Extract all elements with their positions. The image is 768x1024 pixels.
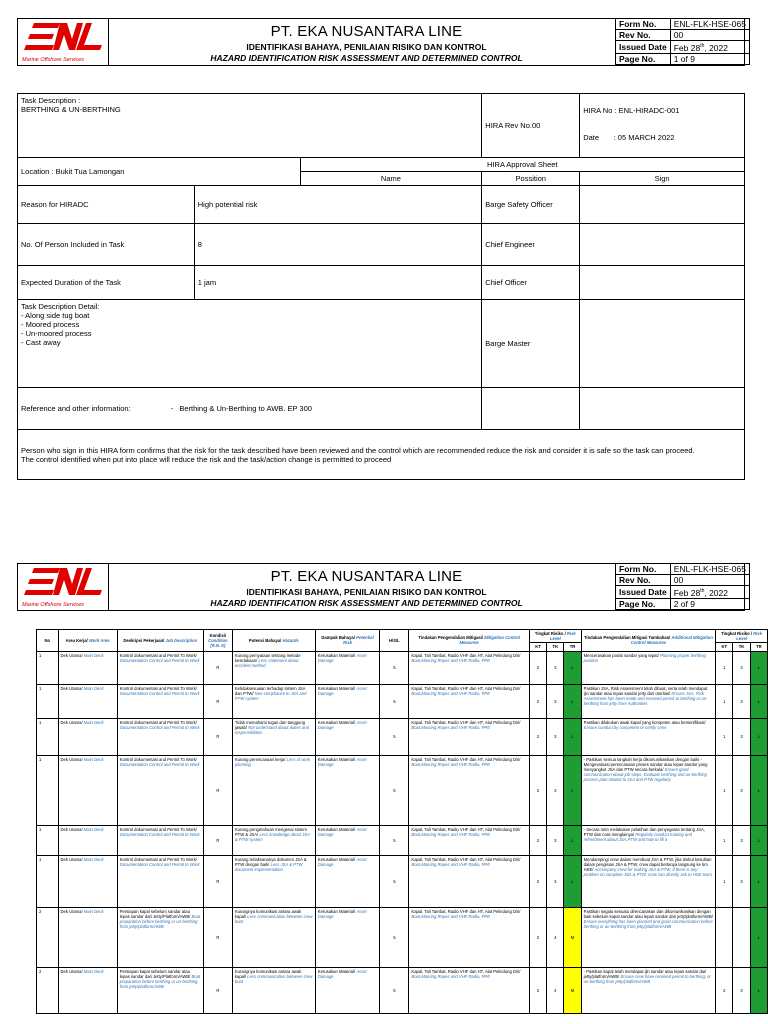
cell-hsl: 5 <box>380 855 409 907</box>
cell-kt: 2 <box>529 684 546 718</box>
table-row <box>37 755 768 825</box>
cell-tk2: 3 <box>733 755 750 825</box>
table-row <box>37 855 768 907</box>
cell-area: Dek Utama/ Main Deck <box>58 651 117 684</box>
cell-tk2 <box>733 907 750 967</box>
cell-hsl: 5 <box>380 651 409 684</box>
issued-label: Issued Date <box>616 41 671 54</box>
cell-hsl: 5 <box>380 718 409 755</box>
form-no-value: ENL-FLK-HSE-065 <box>670 19 749 30</box>
cell-kt: 2 <box>529 907 546 967</box>
cell-cond: R <box>203 755 232 825</box>
title-area <box>108 19 625 65</box>
logo-tagline: Marine Offshore Services <box>22 57 85 63</box>
cell-mit: Kapal, Tali Tambat, Radio VHF dan HT, Alat Pelindung Diri/ Boat,Mooring Ropes and VHF Radio, PPE <box>409 855 530 907</box>
subtitle-id: IDENTIFIKASI BAHAYA, PENILAIAN RISIKO DAN KONTROL <box>246 42 487 52</box>
cell-area: Dek Utama/ Main Deck <box>58 825 117 855</box>
page-value: 2 of 9 <box>670 598 749 609</box>
cell-mit: Kapal, Tali Tambat, Radio VHF dan HT, Alat Pelindung Diri/ Boat,Mooring Ropes and VHF Radio, PPE <box>409 907 530 967</box>
cell-tk: 4 <box>547 907 564 967</box>
duration-value: 1 jam <box>194 266 482 300</box>
approval-title: HIRA Approval Sheet <box>300 158 744 172</box>
cell-tr: L <box>564 755 581 825</box>
rev-no-value: 00 <box>670 30 749 41</box>
cell-desc: Persiapan kapal sebelum sandar atau lepas sandar dari Jetty/Platform/AWB/ Boat preparation before berthing or un-berthing from jetty/platform/AWB <box>117 967 203 1013</box>
doc-meta-table: Form No. ENL-FLK-HSE-065 Rev No. 00 Issued Date Feb 28th, 2022 Page No. 2 of 9 <box>615 563 750 610</box>
cell-tk: 4 <box>547 967 564 1013</box>
cell-tk: 3 <box>547 755 564 825</box>
cell-tk: 3 <box>547 825 564 855</box>
cell-tr2: L <box>750 651 767 684</box>
sign-4 <box>580 300 745 388</box>
cell-add: Pastikan dilakukan awak kapal yang kompeten atau bersertifikasi/ Ensure conduct by competent or certify crew <box>581 718 716 755</box>
cell-kt: 2 <box>529 967 546 1013</box>
subtitle-en: HAZARD IDENTIFICATION RISK ASSESSMENT AND DETERMINED CONTROL <box>210 598 523 608</box>
cell-no: 1 <box>37 825 59 855</box>
cell-tr2: L <box>750 755 767 825</box>
cell-kt: 2 <box>529 718 546 755</box>
cell-mit: Kapal, Tali Tambat, Radio VHF dan HT, Alat Pelindung Diri/ Boat,Mooring Ropes and VHF Radio, PPE <box>409 684 530 718</box>
cell-tr: M <box>564 967 581 1013</box>
cell-no: 1 <box>37 718 59 755</box>
cell-kt2: 1 <box>716 718 733 755</box>
cell-hsl: 5 <box>380 825 409 855</box>
cell-kt2: 2 <box>716 967 733 1013</box>
cell-tk2: 3 <box>733 967 750 1013</box>
subtitle-id: IDENTIFIKASI BAHAYA, PENILAIAN RISIKO DAN KONTROL <box>246 587 487 597</box>
enl-logo-icon <box>20 21 108 57</box>
cell-kt: 2 <box>529 755 546 825</box>
position-1: Barge Safety Officer <box>482 186 580 224</box>
position-2: Chief Engineer <box>482 224 580 266</box>
table-row <box>37 651 768 684</box>
task-description-cell: Task Description : BERTHING & UN-BERTHING <box>18 94 482 158</box>
cell-hazard: Kurang terlaksananya dokumen JSA & PTW dengan baik/ Less JSA & PTW document implementation <box>232 855 315 907</box>
cell-hazard: Kurang pengetahuan mengenai sistem PTW & JSA/ Less knowledge about JSA & PTW system <box>232 825 315 855</box>
cell-kt2: 1 <box>716 651 733 684</box>
cell-hsl: 5 <box>380 907 409 967</box>
cell-tr2: L <box>750 967 767 1013</box>
persons-label: No. Of Person Included in Task <box>18 224 195 266</box>
cell-hazard: Kurang perencanaan kerja/ Less of work planning <box>232 755 315 825</box>
task-detail: Task Description Detail: - Along side tug boat - Moored process - Un-moored process - Cast away <box>18 300 482 388</box>
cell-tr: M <box>564 907 581 967</box>
cell-add: - Secara rutin melakukan pelatihan dan penyegaran tentang JSA, PTW dan cara menglainya/ Regularly conduct training and refreshment about JSA,PTW and how to fill it <box>581 825 716 855</box>
duration-label: Expected Duration of the Task <box>18 266 195 300</box>
page-label: Page No. <box>616 53 671 64</box>
cell-hazard: Kurang pemyataan tentang metode keselakaan/ Less statement about occident method <box>232 651 315 684</box>
position-4: Barge Master <box>482 300 580 388</box>
cell-hsl: 5 <box>380 684 409 718</box>
hira-no: HIRA No : ENL-HIRADC-001 <box>583 106 680 115</box>
reference-value: Berthing & Un-Berthing to AWB. EP 300 <box>179 404 312 413</box>
cell-tk: 3 <box>547 651 564 684</box>
table-header-row: No Area Kerja/ Work Area Deskripsi Pekerjaan/ Job Description Kondisi/ Condition (R.N. E) Potensi Bahaya/ Hazards Dampak Bahaya/ Potential Risk H/S/L Tindakan Pengendalian Mitigasi/ Mitigation Control Measures Tingkat Risiko / Risk Level Tindakan Pengendalian Mitigasi Tambahan/ Additional Mitigation Control Measures Tingkat Risiko / Risk Level <box>37 630 768 643</box>
cell-tk2: 3 <box>733 684 750 718</box>
cell-impact: Kerusakan Material/ Asset Damage <box>315 684 380 718</box>
cell-impact: Kerusakan Material/ Asset Damage <box>315 907 380 967</box>
cell-mit: Kapal, Tali Tambat, Radio VHF dan HT, Alat Pelindung Diri/ Boat,Mooring Ropes and VHF Radio, PPE <box>409 651 530 684</box>
company-name: PT. EKA NUSANTARA LINE <box>270 23 463 40</box>
cell-hazard: Kurangnya komunikasi antara awak kapal/ Less communication between crew boat <box>232 967 315 1013</box>
hira-date: Date : 05 MARCH 2022 <box>583 133 675 142</box>
cell-desc: Kontrol dokumentasi and Permit To Work/ Documentation Control and Permit to Work <box>117 855 203 907</box>
cell-tk2: 3 <box>733 855 750 907</box>
cell-area: Dek Utama/ Main Deck <box>58 967 117 1013</box>
cell-desc: Kontrol dokumentasi and Permit To Work/ Documentation Control and Permit to Work <box>117 825 203 855</box>
cell-kt2: 1 <box>716 825 733 855</box>
logo-tagline: Marine Offshore Services <box>22 602 85 608</box>
sign-1 <box>580 186 745 224</box>
cell-impact: Kerusakan Material/ Asset Damage <box>315 755 380 825</box>
cell-kt2: 1 <box>716 755 733 825</box>
cell-hazard: Kurangnya komunikasi antara awak kapal/ Less communication between crew boat <box>232 907 315 967</box>
doc-meta-table <box>615 18 750 65</box>
cell-add: Mendampingi crew dalam membuat JSA & PTW, jika timbul kesulitan dalam pengisian JSA & PTW, crew dapat bertanya langsung ke tim HSE/ Accompany crew for making JSA & PTW, if there is any problem on complete JSA & PTW, crew can directly ask to HSE team <box>581 855 716 907</box>
cell-mit: Kapal, Tali Tambat, Radio VHF dan HT, Alat Pelindung Diri/ Boat,Mooring Ropes and VHF Radio, PPE <box>409 718 530 755</box>
cell-no: 1 <box>37 651 59 684</box>
table-row <box>37 825 768 855</box>
cell-desc: Kontrol dokumentasi and Permit To Work/ Documentation Control and Permit to Work <box>117 651 203 684</box>
cell-impact: Kerusakan Material/ Asset Damage <box>315 855 380 907</box>
page2-header <box>17 563 745 611</box>
cell-desc: Kontrol dokumentasi and Permit To Work/ Documentation Control and Permit to Work <box>117 684 203 718</box>
cell-hazard: Tidak memahami tugas dan tanggung jawab/ Not understand about duties and responsibilities <box>232 718 315 755</box>
cell-tk: 3 <box>547 684 564 718</box>
cell-hsl: 5 <box>380 755 409 825</box>
form-no-label: Form No. <box>616 19 671 30</box>
cell-tr: L <box>564 718 581 755</box>
cell-tr2: L <box>750 684 767 718</box>
table-row <box>37 684 768 718</box>
cell-cond: R <box>203 651 232 684</box>
col-name: Name <box>300 172 482 186</box>
cell-tr: L <box>564 684 581 718</box>
cell-cond: R <box>203 684 232 718</box>
cell-area: Dek Utama/ Main Deck <box>58 907 117 967</box>
cell-hsl: 5 <box>380 967 409 1013</box>
cell-tr2: L <box>750 855 767 907</box>
cell-kt2 <box>716 907 733 967</box>
cell-desc: Kontrol dokumentasi and Permit To Work/ Documentation Control and Permit to Work <box>117 755 203 825</box>
cell-desc: Persiapan kapal sebelum sandar atau lepas sandar dari Jetty/Platform/AWB/ Boat preparation before berthing or un-berthing from jetty/platform/AWB <box>117 907 203 967</box>
company-logo <box>18 564 109 610</box>
cell-kt: 2 <box>529 855 546 907</box>
table-row <box>37 967 768 1013</box>
cell-add: - Pastikan semua langkah kerja dikomunikasikan dengan baik/ - Mengevaluasi perencanaan proses sandar atau lepas sandar yang menyangkut JSA dan PTW secara berkala/ Ensure good communication about job steps. Evaluate berthing and un-berthing process plan related to JSA and PTW regularly <box>581 755 716 825</box>
cell-add: Pastikan JSA, Risk Assessment telah dibuat, serta telah mendapat ijin sandar atau lepas sandar jetty dari otoritas/ Ensure JSA, Risk Assessment has been made and received permit to berthing or un-berthing from jetty from Authorities <box>581 684 716 718</box>
cell-area: Dek Utama/ Main Deck <box>58 855 117 907</box>
cell-tr2: L <box>750 907 767 967</box>
enl-logo-icon <box>20 566 108 602</box>
table-row <box>37 907 768 967</box>
cell-add: - Pastikan kapal telah mendapat ijin sandar atau lepas sandar dari jetty/platform/AWB/ Ensure crew have received permit to berthing, or un-berthing from jetty/platform/AWB <box>581 967 716 1013</box>
task-description-value: BERTHING & UN-BERTHING <box>21 105 121 114</box>
location: Location : Bukit Tua Lamongan <box>18 158 301 186</box>
risk-assessment-table: No Area Kerja/ Work Area Deskripsi Pekerjaan/ Job Description Kondisi/ Condition (R.N. E) Potensi Bahaya/ Hazards Dampak Bahaya/ Potential Risk H/S/L Tindakan Pengendalian Mitigasi/ Mitigation Control Measures Tingkat Risiko / Risk Level Tindakan Pengendalian Mitigasi Tambahan/ Additional Mitigation Control Measures Tingkat Risiko / Risk Level KT TK TR KT TK TR 1 Dek Utama/ Main Deck Kontrol dokumentasi and Permit To Work/ Documentation Control and Permit to Work R Kurang pemyataan tentang metode keselakaan/ Less statement about occident method Kerusakan Material/ Asset Damage 5 Kapal, Tali Tambat, Radio VHF dan HT, Alat Pelindung Diri/ Boat,Mooring Ropes and VHF Radio, PPE 2 3 L Mencerasakan posisi sandar yang tepat/ Planning proper berthing position 1 3 L 1 Dek Utama/ Main Deck Kontrol dokumentasi and Permit To Work/ Documentation Control and Permit to Work R Ketidaksesuaian terhadap sistem JSA dan PTW/ Non-compliance to JSA and PTW system Kerusakan Material/ Asset Damage 5 Kapal, Tali Tambat, Radio VHF dan HT, Alat Pelindung Diri/ Boat,Mooring Ropes and VHF Radio, PPE 2 3 L Pastikan JSA, Risk Assessment telah dibuat, serta telah mendapat ijin sandar atau lepas sandar jetty dari otoritas/ Ensure JSA, Risk Assessment has been made and received permit to berthing or un-berthing from jetty from Authorities 1 3 L 1 Dek Utama/ Main Deck Kontrol dokumentasi and Permit To Work/ Documentation Control and Permit to Work R Tidak memahami tugas dan tanggung jawab/ Not understand about duties and responsibilities Kerusakan Material/ Asset Damage 5 Kapal, Tali Tambat, Radio VHF dan HT, Alat Pelindung Diri/ Boat,Mooring Ropes and VHF Radio, PPE 2 3 L Pastikan dilakukan awak kapal yang kompeten atau bersertifikasi/ Ensure conduct by competent or certify crew 1 3 L 1 Dek Utama/ Main Deck Kontrol dokumentasi and Permit To Work/ Documentation Control and Permit to Work R Kurang perencanaan kerja/ Less of work planning Kerusakan Material/ Asset Damage 5 Kapal, Tali Tambat, Radio VHF dan HT, Alat Pelindung Diri/ Boat,Mooring Ropes and VHF Radio, PPE 2 3 L - Pastikan semua langkah kerja dikomunikasikan dengan baik/ - Mengevaluasi perencanaan proses sandar atau lepas sandar yang menyangkut JSA dan PTW secara berkala/ Ensure good communication about job steps. Evaluate berthing and un-berthing process plan related to JSA and PTW regularly 1 3 L 1 Dek Utama/ Main Deck Kontrol dokumentasi and Permit To Work/ Documentation Control and Permit to Work R Kurang pengetahuan mengenai sistem PTW & JSA/ Less knowledge about JSA & PTW system Kerusakan Material/ Asset Damage 5 Kapal, Tali Tambat, Radio VHF dan HT, Alat Pelindung Diri/ Boat,Mooring Ropes and VHF Radio, PPE 2 3 L - Secara rutin melakukan pelatihan dan penyegaran tentang JSA, PTW dan cara menglainya/ Regularly conduct training and refreshment about JSA,PTW and how to fill it 1 3 L 1 Dek Utama/ Main Deck Kontrol dokumentasi and Permit To Work/ Documentation Control and Permit to Work R Kurang terlaksananya dokumen JSA & PTW dengan baik/ Less JSA & PTW document implementation Kerusakan Material/ Asset Damage 5 Kapal, Tali Tambat, Radio VHF dan HT, Alat Pelindung Diri/ Boat,Mooring Ropes and VHF Radio, PPE 2 3 L Mendampingi crew dalam membuat JSA & PTW, jika timbul kesulitan dalam pengisian JSA & PTW, crew dapat bertanya langsung ke tim HSE/ Accompany crew for making JSA & PTW, if there is any problem on complete JSA & PTW, crew can directly ask to HSE team 1 3 L 2 Dek Utama/ Main Deck Persiapan kapal sebelum sandar atau lepas sandar dari Jetty/Platform/AWB/ Boat preparation before berthing or un-berthing from jetty/platform/AWB R Kurangnya komunikasi antara awak kapal/ Less communication between crew boat Kerusakan Material/ Asset Damage 5 Kapal, Tali Tambat, Radio VHF dan HT, Alat Pelindung Diri/ Boat,Mooring Ropes and VHF Radio, PPE 2 4 M Pastikan segala sesuatu direncanakan dan dikomunikasikan dengan baik sebelum kapal sandar atau lepas sandar dari jetty/platform/AWB/ Ensure everything has been planned and good communication before berthing or un-berthing from jetty/platform/AWB L 2 Dek Utama/ Main Deck Persiapan kapal sebelum sandar atau lepas sandar dari Jetty/Platform/AWB/ Boat preparation before berthing or un-berthing from jetty/platform/AWB R Kurangnya komunikasi antara awak kapal/ Less communication between crew boat Kerusakan Material/ Asset Damage 5 Kapal, Tali Tambat, Radio VHF dan HT, Alat Pelindung Diri/ Boat,Mooring Ropes and VHF Radio, PPE 2 4 M - Pastikan kapal telah mendapat ijin sandar atau lepas sandar dari jetty/platform/AWB/ Ensure crew have received permit to berthing, or un-berthing from jetty/platform/AWB 2 3 L <box>36 629 768 1014</box>
col-sign: Sign <box>580 172 745 186</box>
company-logo <box>18 19 109 65</box>
cell-no: 1 <box>37 755 59 825</box>
reason-value: High potential risk <box>194 186 482 224</box>
cell-cond: R <box>203 855 232 907</box>
page-value: 1 of 9 <box>670 53 749 64</box>
hira-no-cell <box>580 94 745 158</box>
cell-tk: 3 <box>547 855 564 907</box>
issued-value: Feb 28th, 2022 <box>670 41 749 54</box>
cell-area: Dek Utama/ Main Deck <box>58 755 117 825</box>
cell-tk2: 3 <box>733 718 750 755</box>
cell-cond: R <box>203 907 232 967</box>
position-3: Chief Officer <box>482 266 580 300</box>
cell-impact: Kerusakan Material/ Asset Damage <box>315 651 380 684</box>
sign-2 <box>580 224 745 266</box>
cell-cond: R <box>203 967 232 1013</box>
cell-tk: 3 <box>547 718 564 755</box>
cell-kt: 2 <box>529 651 546 684</box>
reason-label: Reason for HIRADC <box>18 186 195 224</box>
cell-impact: Kerusakan Material/ Asset Damage <box>315 825 380 855</box>
cell-mit: Kapal, Tali Tambat, Radio VHF dan HT, Alat Pelindung Diri/ Boat,Mooring Ropes and VHF Radio, PPE <box>409 967 530 1013</box>
reference-label: Reference and other information: <box>21 404 131 413</box>
hira-rev: HIRA Rev No.00 <box>482 94 580 158</box>
sign-3 <box>580 266 745 300</box>
reference-cell: Reference and other information: - Berthing & Un-Berthing to AWB. EP 300 <box>18 388 482 430</box>
cell-tr2: L <box>750 718 767 755</box>
cell-area: Dek Utama/ Main Deck <box>58 684 117 718</box>
page1-header <box>17 18 745 66</box>
cell-cond: R <box>203 718 232 755</box>
cell-no: 1 <box>37 855 59 907</box>
confirmation-statement: Person who sign in this HIRA form confirms that the risk for the task described have been reviewed and the control which are recommended reduce the risk and consider it is safe so the task can proceed. The control identified when put into place will reduce the risk and the task/action change is permitted to proceed <box>18 430 745 480</box>
cell-desc: Kontrol dokumentasi and Permit To Work/ Documentation Control and Permit to Work <box>117 718 203 755</box>
cell-impact: Kerusakan Material/ Asset Damage <box>315 718 380 755</box>
cell-tr: L <box>564 651 581 684</box>
cell-area: Dek Utama/ Main Deck <box>58 718 117 755</box>
title-area <box>108 564 625 610</box>
rev-no-label: Rev No. <box>616 30 671 41</box>
cell-mit: Kapal, Tali Tambat, Radio VHF dan HT, Alat Pelindung Diri/ Boat,Mooring Ropes and VHF Radio, PPE <box>409 755 530 825</box>
cell-add: Pastikan segala sesuatu direncanakan dan dikomunikasikan dengan baik sebelum kapal sandar atau lepas sandar dari jetty/platform/AWB/ Ensure everything has been planned and good communication before berthing or un-berthing from jetty/platform/AWB <box>581 907 716 967</box>
cell-kt2: 1 <box>716 684 733 718</box>
task-info-table <box>17 93 745 480</box>
cell-mit: Kapal, Tali Tambat, Radio VHF dan HT, Alat Pelindung Diri/ Boat,Mooring Ropes and VHF Radio, PPE <box>409 825 530 855</box>
cell-no: 2 <box>37 907 59 967</box>
subtitle-en: HAZARD IDENTIFICATION RISK ASSESSMENT AND DETERMINED CONTROL <box>210 53 523 63</box>
persons-value: 8 <box>194 224 482 266</box>
cell-kt: 2 <box>529 825 546 855</box>
company-name: PT. EKA NUSANTARA LINE <box>270 568 463 585</box>
cell-impact: Kerusakan Material/ Asset Damage <box>315 967 380 1013</box>
cell-add: Mencerasakan posisi sandar yang tepat/ Planning proper berthing position <box>581 651 716 684</box>
cell-tr: L <box>564 825 581 855</box>
cell-tr: L <box>564 855 581 907</box>
cell-kt2: 1 <box>716 855 733 907</box>
cell-hazard: Ketidaksesuaian terhadap sistem JSA dan PTW/ Non-compliance to JSA and PTW system <box>232 684 315 718</box>
col-position: Possition <box>482 172 580 186</box>
cell-tk2: 3 <box>733 651 750 684</box>
cell-cond: R <box>203 825 232 855</box>
table-row <box>37 718 768 755</box>
cell-tk2: 3 <box>733 825 750 855</box>
cell-tr2: L <box>750 825 767 855</box>
cell-no: 2 <box>37 967 59 1013</box>
cell-no: 1 <box>37 684 59 718</box>
